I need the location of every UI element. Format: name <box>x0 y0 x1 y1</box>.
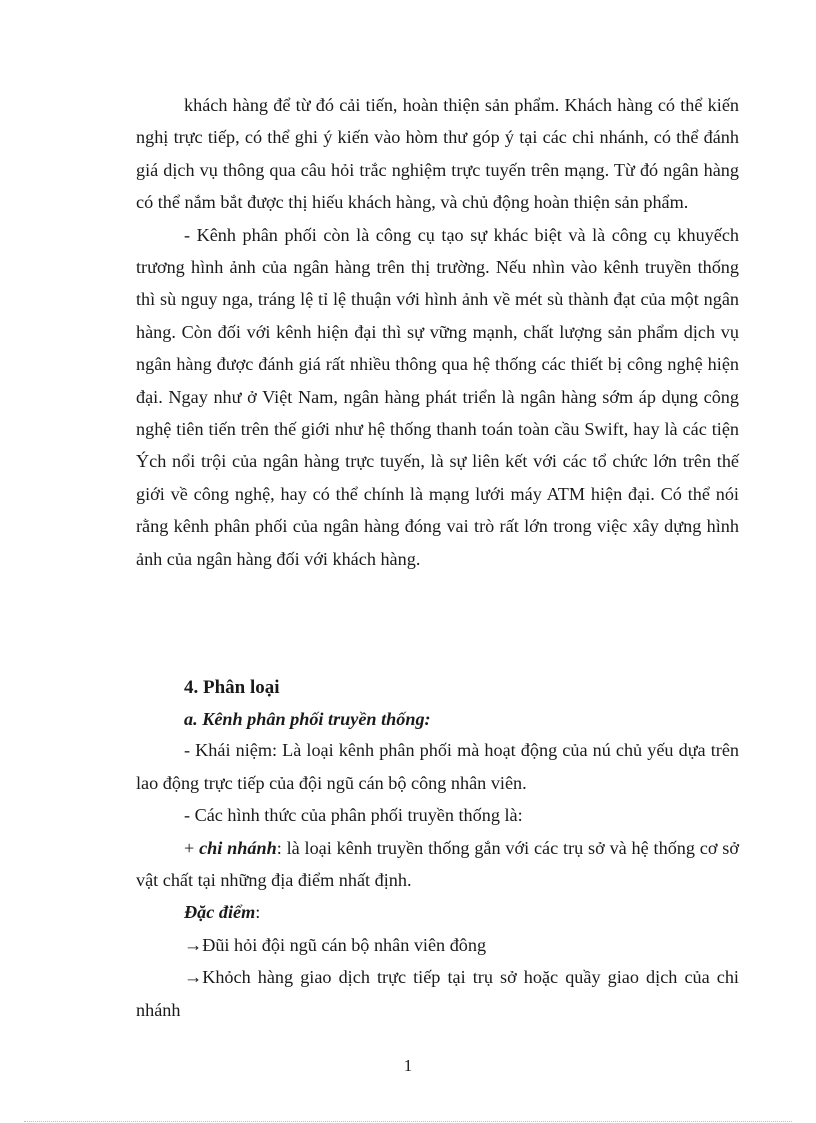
paragraph-customer-feedback: khách hàng để từ đó cải tiến, hoàn thiện sản phẩm. Khách hàng có thể kiến nghị trực tiếp, có thể ghi ý kiến vào hòm thư góp ý tại các chi nhánh, có thể đánh giá dịch vụ thông qua câu hỏi trắc nghiệm trực tuyến trên mạng. Từ đó ngân hàng có thể nắm bắt được thị hiếu khách hàng, và chủ động hoàn thiện sản phẩm. <box>136 95 739 213</box>
concept-paragraph: - Khái niệm: Là loại kênh phân phối mà hoạt động của nú chủ yếu dựa trên lao động trực tiếp của đội ngũ cán bộ công nhân viên. <box>136 740 739 793</box>
features-label: Đặc điểm <box>184 902 256 923</box>
branch-prefix: + <box>184 837 200 858</box>
page-bottom-border <box>24 1121 792 1122</box>
paragraph-distribution-image: - Kênh phân phối còn là công cụ tạo sự khác biệt và là công cụ khuyếch trương hình ảnh của ngân hàng trên thị trường. Nếu nhìn vào kênh truyền thống thì sù nguy nga, tráng lệ tỉ lệ thuận với hình ảnh về mét sù thành đạt của một ngân hàng. Còn đối với kênh hiện đại thì sự vững mạnh, chất lượng sản phẩm dịch vụ ngân hàng được đánh giá rất nhiều thông qua hệ thống các thiết bị công nghệ hiện đại. Ngay như ở Việt Nam, ngân hàng phát triển là ngân hàng sớm áp dụng công nghệ tiên tiến trên thế giới như hệ thống thanh toán toàn cầu Swift, hay là các tiện Ých nổi trội của ngân hàng trực tuyến, là sự liên kết với các tổ chức lớn trên thế giới về công nghệ, hay có thể chính là mạng lưới máy ATM hiện đại. Có thể nói rằng kênh phân phối của ngân hàng đóng vai trò rất lớn trong việc xây dựng hình ảnh của ngân hàng đối với khách hàng. <box>136 224 739 569</box>
branch-text: : là loại kênh truyền thống gắn với các trụ sở và hệ thống cơ sở vật chất tại những địa điểm nhất định. <box>136 837 739 891</box>
features-heading <box>136 896 739 928</box>
branch-paragraph <box>136 832 739 897</box>
forms-intro: - Các hình thức của phân phối truyền thống là: <box>184 805 523 826</box>
subsection-heading: a. Kênh phân phối truyền thống: <box>184 709 431 730</box>
page-number: 1 <box>403 1056 413 1075</box>
feature-item-2: →Khỏch hàng giao dịch trực tiếp tại trụ sở hoặc quầy giao dịch của chi nhánh <box>136 967 739 1020</box>
branch-term: chi nhánh <box>199 837 277 858</box>
body-block-top <box>136 89 739 575</box>
section-heading: 4. Phân loại <box>184 677 280 698</box>
features-colon: : <box>255 902 261 923</box>
feature-item-1: →Đũi hỏi đội ngũ cán bộ nhân viên đông <box>184 934 487 955</box>
section-classification <box>136 672 739 1026</box>
